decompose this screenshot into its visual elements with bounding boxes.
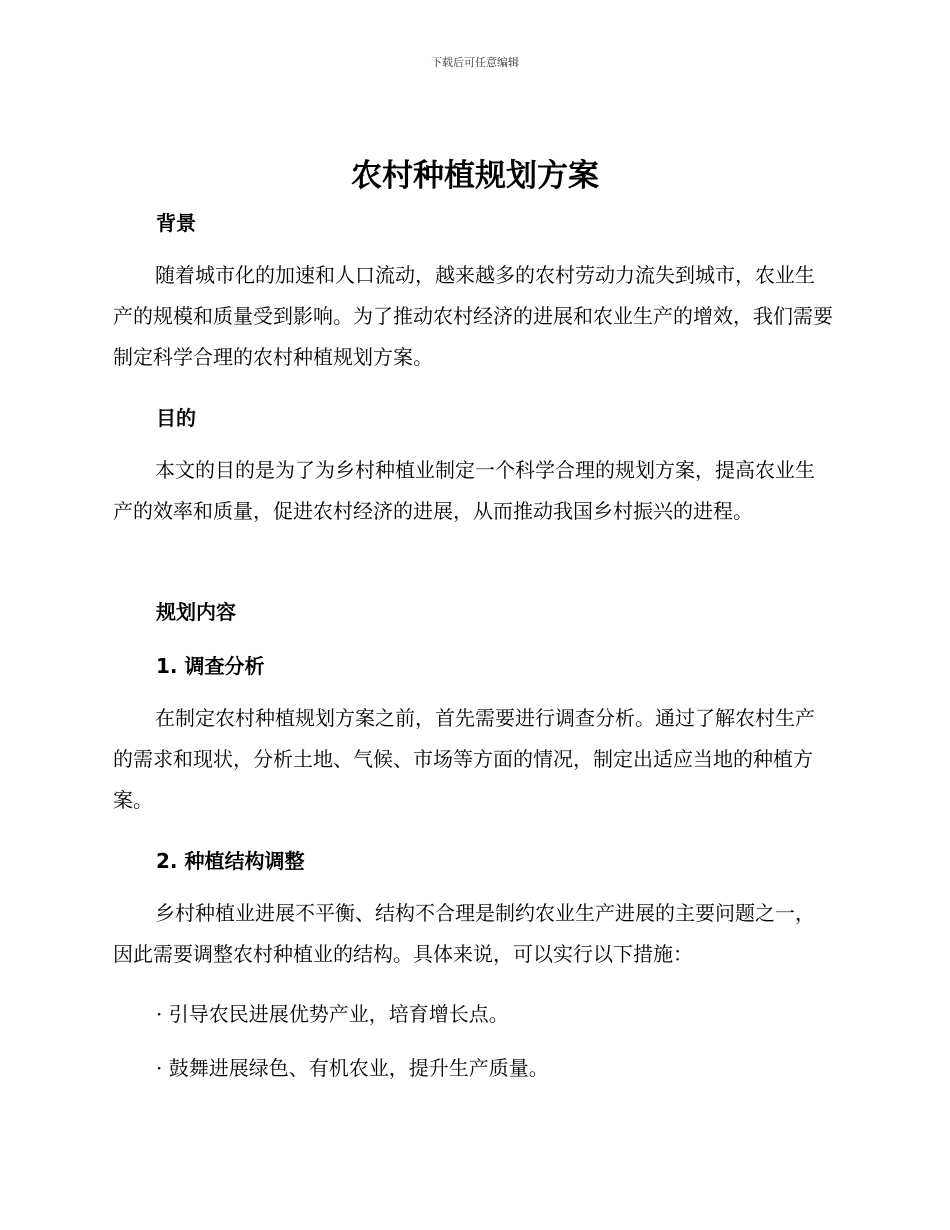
survey-paragraph: 在制定农村种植规划方案之前，首先需要进行调查分析。通过了解农村生产的需求和现状，分析土地、气候、市场等方面的情况，制定出适应当地的种植方案。 (113, 706, 815, 812)
purpose-heading: 目的 (156, 406, 196, 430)
document-title: 农村种植规划方案 (351, 158, 599, 194)
plan-heading: 规划内容 (156, 600, 236, 624)
page-header-note: 下载后可任意编辑 (431, 56, 519, 69)
structure-paragraph: 乡村种植业进展不平衡、结构不合理是制约农业生产进展的主要问题之一，因此需要调整农村种植业的结构。具体来说，可以实行以下措施： (113, 901, 815, 966)
bullet-item: · 引导农民进展优势产业，培育增长点。 (156, 1002, 509, 1026)
purpose-paragraph: 本文的目的是为了为乡村种植业制定一个科学合理的规划方案，提高农业生产的效率和质量，促进农村经济的进展，从而推动我国乡村振兴的进程。 (113, 458, 815, 523)
survey-heading: 1. 调查分析 (156, 654, 265, 678)
background-heading: 背景 (156, 211, 196, 235)
bullet-item: · 鼓舞进展绿色、有机农业，提升生产质量。 (156, 1056, 549, 1080)
structure-heading: 2. 种植结构调整 (156, 849, 305, 873)
background-paragraph: 随着城市化的加速和人口流动，越来越多的农村劳动力流失到城市，农业生产的规模和质量受到影响。为了推动农村经济的进展和农业生产的增效，我们需要制定科学合理的农村种植规划方案。 (113, 263, 833, 369)
